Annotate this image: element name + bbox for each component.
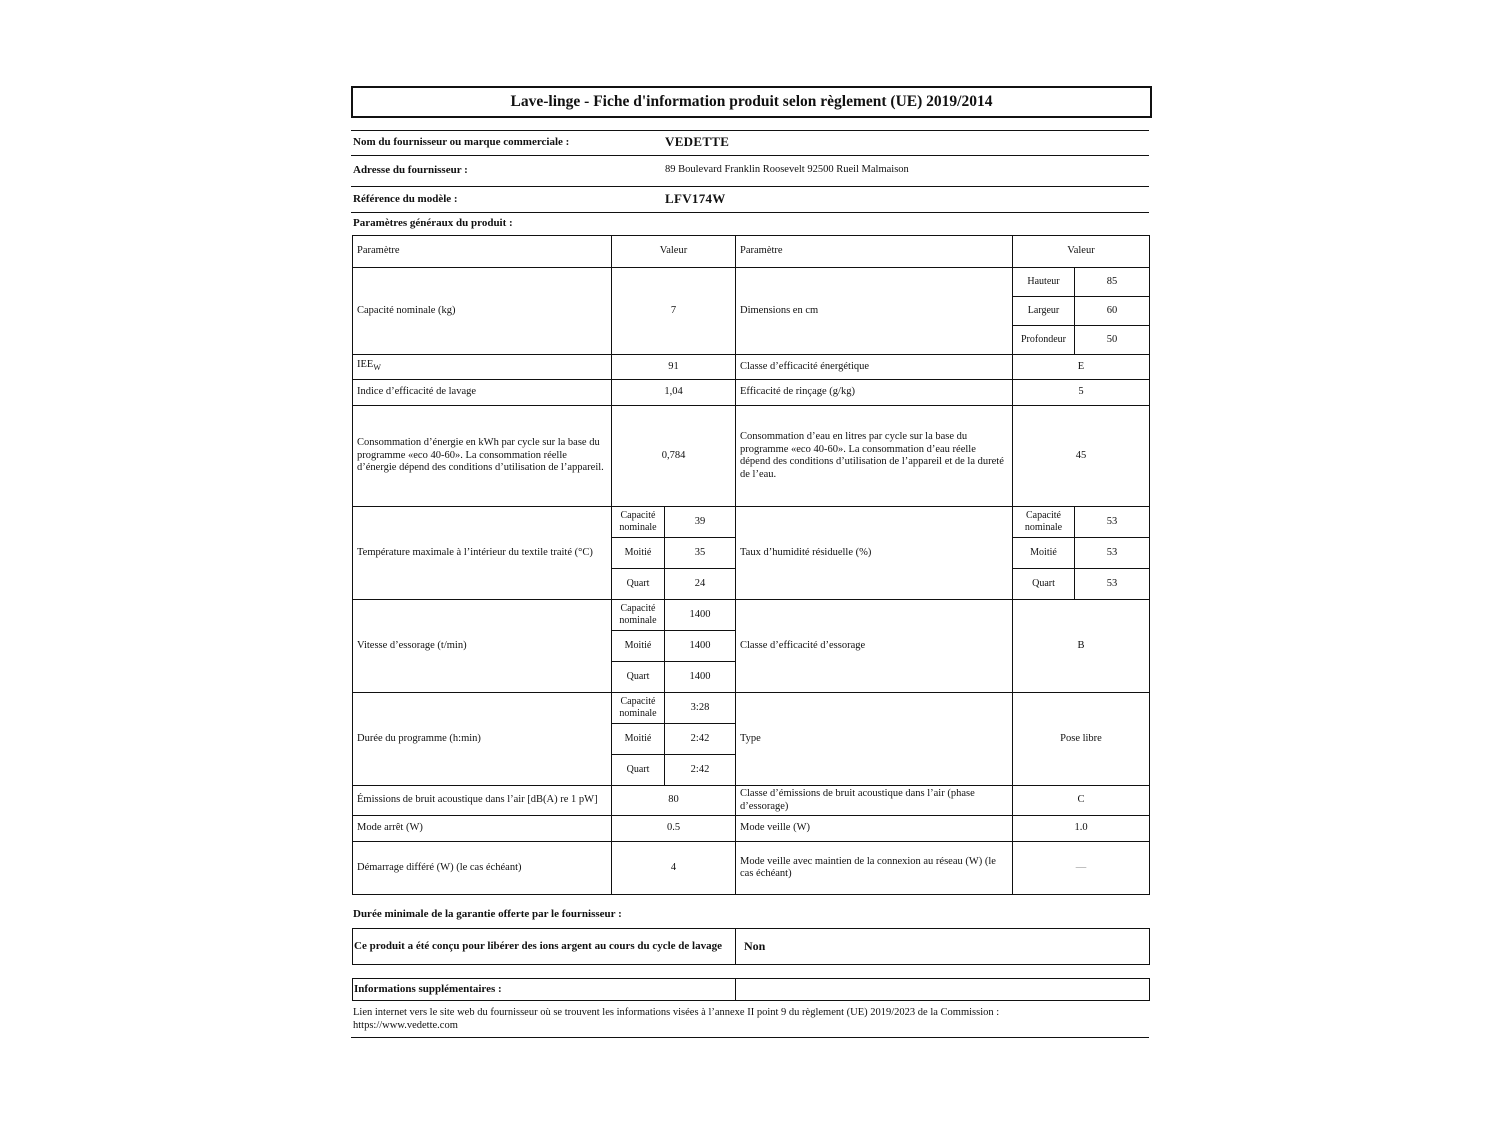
divider [351,186,1149,187]
document-title: Lave-linge - Fiche d'information produit selon règlement (UE) 2019/2014 [351,86,1152,118]
divider [351,212,1149,213]
water-consumption-value: 45 [1013,406,1150,507]
temperature-rated-label: Capacité nominale [612,507,665,538]
noise-value: 80 [612,786,736,816]
eei-label-sub: W [373,363,381,373]
width-label: Largeur [1013,297,1075,326]
energy-class-value: E [1013,355,1150,380]
duration-half-label: Moitié [612,724,665,755]
website-link[interactable]: https://www.vedette.com [353,1020,458,1031]
additional-info-label: Informations supplémentaires : [353,979,736,1001]
spin-speed-quarter-value: 1400 [665,662,736,693]
silver-ions-table [352,928,1150,965]
duration-rated-label: Capacité nominale [612,693,665,724]
depth-value: 50 [1075,326,1150,355]
temperature-rated-value: 39 [665,507,736,538]
supplier-name-label: Nom du fournisseur ou marque commerciale : [353,136,570,148]
washing-index-label: Indice d’efficacité de lavage [353,380,612,406]
spin-class-value: B [1013,600,1150,693]
rinsing-value: 5 [1013,380,1150,406]
supplier-address-value: 89 Boulevard Franklin Roosevelt 92500 Rueil Malmaison [665,164,909,175]
header-param: Paramètre [736,236,1013,268]
general-params-label: Paramètres généraux du produit : [353,217,513,229]
moisture-label: Taux d’humidité résiduelle (%) [736,507,1013,600]
moisture-rated-label: Capacité nominale [1013,507,1075,538]
spin-speed-quarter-label: Quart [612,662,665,693]
standby-label: Mode veille (W) [736,816,1013,842]
moisture-half-label: Moitié [1013,538,1075,569]
moisture-quarter-value: 53 [1075,569,1150,600]
delay-start-label: Démarrage différé (W) (le cas échéant) [353,842,612,895]
silver-ions-value: Non [736,929,1150,965]
noise-label: Émissions de bruit acoustique dans l’air [dB(A) re 1 pW] [353,786,612,816]
temperature-label: Température maximale à l’intérieur du textile traité (°C) [353,507,612,600]
standby-value: 1.0 [1013,816,1150,842]
height-label: Hauteur [1013,268,1075,297]
spin-speed-rated-label: Capacité nominale [612,600,665,631]
temperature-quarter-label: Quart [612,569,665,600]
header-value: Valeur [612,236,736,268]
duration-quarter-value: 2:42 [665,755,736,786]
guarantee-label: Durée minimale de la garantie offerte par le fournisseur : [353,908,622,920]
networked-standby-label: Mode veille avec maintien de la connexion au réseau (W) (le cas échéant) [736,842,1013,895]
type-value: Pose libre [1013,693,1150,786]
eei-label-main: IEE [357,359,374,371]
divider [351,155,1149,156]
rinsing-label: Efficacité de rinçage (g/kg) [736,380,1013,406]
energy-consumption-value: 0,784 [612,406,736,507]
height-value: 85 [1075,268,1150,297]
moisture-rated-value: 53 [1075,507,1150,538]
divider [351,130,1149,131]
additional-info-value [736,979,1150,1001]
type-label: Type [736,693,1013,786]
additional-info-table [352,978,1150,1001]
duration-half-value: 2:42 [665,724,736,755]
delay-start-value: 4 [612,842,736,895]
noise-class-label: Classe d’émissions de bruit acoustique dans l’air (phase d’essorage) [736,786,1013,816]
off-mode-value: 0.5 [612,816,736,842]
rated-capacity-label: Capacité nominale (kg) [353,268,612,355]
energy-consumption-label: Consommation d’énergie en kWh par cycle sur la base du programme «eco 40-60». La consommation réelle d’énergie dépend des conditions d’utilisation de l’appareil. [353,406,612,507]
product-parameters-table [352,235,1150,895]
supplier-name-value: VEDETTE [665,134,730,149]
rated-capacity-value: 7 [612,268,736,355]
duration-quarter-label: Quart [612,755,665,786]
energy-class-label: Classe d’efficacité énergétique [736,355,1013,380]
moisture-half-value: 53 [1075,538,1150,569]
model-reference-label: Référence du modèle : [353,193,458,205]
eei-value: 91 [612,355,736,380]
off-mode-label: Mode arrêt (W) [353,816,612,842]
silver-ions-label: Ce produit a été conçu pour libérer des ions argent au cours du cycle de lavage [353,929,736,965]
spin-speed-half-value: 1400 [665,631,736,662]
dimensions-label: Dimensions en cm [736,268,1013,355]
duration-rated-value: 3:28 [665,693,736,724]
temperature-quarter-value: 24 [665,569,736,600]
width-value: 60 [1075,297,1150,326]
supplier-website-info [353,1006,1143,1032]
header-param: Paramètre [353,236,612,268]
temperature-half-label: Moitié [612,538,665,569]
spin-speed-rated-value: 1400 [665,600,736,631]
temperature-half-value: 35 [665,538,736,569]
supplier-address-label: Adresse du fournisseur : [353,164,468,176]
moisture-quarter-label: Quart [1013,569,1075,600]
header-value: Valeur [1013,236,1150,268]
spin-speed-label: Vitesse d’essorage (t/min) [353,600,612,693]
depth-label: Profondeur [1013,326,1075,355]
noise-class-value: C [1013,786,1150,816]
divider [351,1037,1149,1038]
networked-standby-value: — [1013,842,1150,895]
spin-speed-half-label: Moitié [612,631,665,662]
website-link-description: Lien internet vers le site web du fournisseur où se trouvent les informations visées à l’annexe II point 9 du règlement (UE) 2019/2023 de la Commission : [353,1007,1000,1018]
spin-class-label: Classe d’efficacité d’essorage [736,600,1013,693]
model-reference-value: LFV174W [665,191,726,206]
program-duration-label: Durée du programme (h:min) [353,693,612,786]
water-consumption-label: Consommation d’eau en litres par cycle sur la base du programme «eco 40-60». La consommation d’eau réelle dépend des conditions d’utilisation de l’appareil et de la dureté de l’eau. [736,406,1013,507]
eei-label [353,355,612,380]
washing-index-value: 1,04 [612,380,736,406]
